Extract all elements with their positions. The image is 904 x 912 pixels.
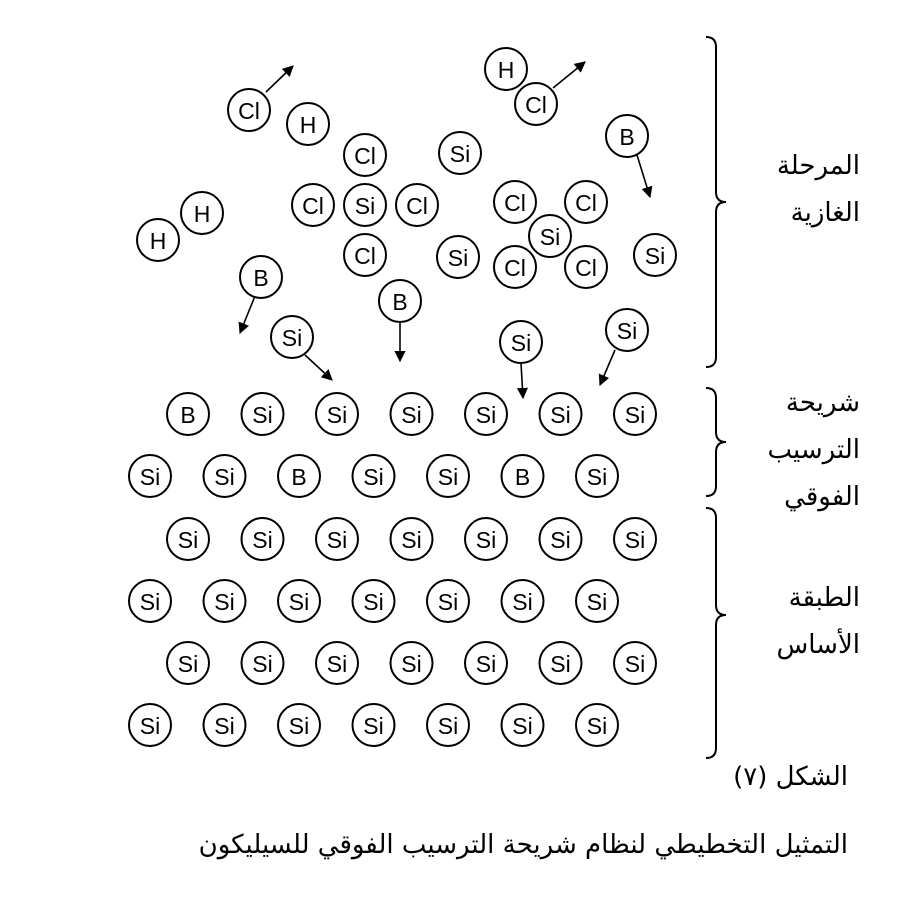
silicon-deposition-arrow — [521, 363, 523, 398]
substrate-atom-si-symbol: Si — [512, 589, 533, 615]
sicl4-chlorine-atom — [565, 246, 607, 288]
epitaxial-atom-si-symbol: Si — [624, 402, 646, 428]
boron-arrow — [240, 296, 255, 333]
epitaxial-atom-b — [502, 455, 544, 497]
substrate-atom-si-symbol: Si — [214, 589, 235, 615]
substrate-atom-si — [167, 518, 209, 560]
epitaxial-layer-label — [700, 380, 860, 521]
hcl-chlorine-atom-symbol: Cl — [238, 98, 260, 124]
sicl4-silicon-atom-symbol: Si — [354, 193, 376, 219]
substrate-atom-si-symbol: Si — [586, 713, 608, 739]
gas-silicon-atom-symbol: Si — [644, 243, 666, 269]
gas-phase-label — [700, 143, 860, 237]
epitaxial-atom-si — [465, 393, 507, 435]
hcl-hydrogen-atom — [287, 103, 329, 145]
hcl-chlorine-atom-symbol: Cl — [525, 92, 547, 118]
gas-silicon-atom — [439, 132, 481, 174]
sicl4-chlorine-atom-symbol: Cl — [575, 190, 597, 216]
epitaxial-atom-si — [427, 455, 469, 497]
substrate-atom-si — [427, 580, 469, 622]
epitaxial-atom-si — [353, 455, 395, 497]
h2-hydrogen-atom-symbol: H — [193, 201, 211, 227]
gas-boron-atom-symbol: B — [619, 124, 635, 150]
gas-silicon-atom — [500, 321, 542, 363]
substrate-atom-si — [353, 580, 395, 622]
substrate-atom-si — [129, 580, 171, 622]
substrate-atom-si — [316, 642, 358, 684]
hcl-exhaust-arrow — [553, 62, 585, 88]
substrate-label-line-1: الطبقة — [788, 583, 860, 613]
boron-arrow — [637, 155, 650, 197]
gas-phase-label-line-2: الغازية — [790, 198, 860, 228]
sicl4-chlorine-atom — [494, 246, 536, 288]
substrate-label — [700, 575, 860, 669]
substrate-atom-si — [540, 642, 582, 684]
epitaxial-atom-si — [204, 455, 246, 497]
substrate-atom-si — [391, 518, 433, 560]
substrate-atom-si — [242, 642, 284, 684]
substrate-atom-si-symbol: Si — [550, 527, 571, 553]
substrate-atom-si — [540, 518, 582, 560]
gas-boron-atom-symbol: B — [392, 289, 408, 315]
figure-caption: التمثيل التخطيطي لنظام شريحة الترسيب الفوقي للسيليكون — [198, 830, 848, 860]
substrate-atom-si-symbol: Si — [401, 651, 422, 677]
substrate-atom-si — [278, 580, 320, 622]
gas-silicon-atom — [271, 316, 313, 358]
sicl4-chlorine-atom-symbol: Cl — [354, 143, 376, 169]
substrate-atom-si-symbol: Si — [139, 589, 161, 615]
substrate-atom-si — [353, 704, 395, 746]
silicon-deposition-arrow — [305, 355, 332, 380]
sicl4-chlorine-atom — [292, 184, 334, 226]
epitaxial-atom-si — [242, 393, 284, 435]
sicl4-chlorine-atom-symbol: Cl — [302, 193, 324, 219]
gas-silicon-atom-symbol: Si — [449, 141, 471, 167]
substrate-atom-si — [465, 642, 507, 684]
epitaxial-layer-label-line-2: الترسيب — [767, 435, 860, 465]
epitaxial-atom-si — [576, 455, 618, 497]
gas-boron-atom-symbol: B — [253, 265, 269, 291]
sicl4-chlorine-atom — [494, 181, 536, 223]
substrate-atom-si-symbol: Si — [288, 589, 310, 615]
gas-silicon-atom-symbol: Si — [281, 325, 303, 351]
sicl4-chlorine-atom-symbol: Cl — [575, 255, 597, 281]
epitaxial-atom-si-symbol: Si — [475, 402, 497, 428]
substrate-atom-si — [576, 704, 618, 746]
substrate-atom-si-symbol: Si — [475, 527, 497, 553]
epitaxial-atom-b-symbol: B — [180, 402, 196, 428]
h2-hydrogen-atom — [137, 219, 179, 261]
crystal-lattice — [129, 393, 656, 746]
substrate-atom-si-symbol: Si — [624, 651, 646, 677]
sicl4-chlorine-atom — [344, 234, 386, 276]
substrate-atom-si — [614, 518, 656, 560]
substrate-atom-si-symbol: Si — [252, 527, 273, 553]
sicl4-chlorine-atom-symbol: Cl — [504, 255, 526, 281]
gas-phase-atoms — [137, 48, 676, 363]
h2-hydrogen-atom — [181, 192, 223, 234]
substrate-atom-si-symbol: Si — [586, 589, 608, 615]
sicl4-chlorine-atom-symbol: Cl — [354, 243, 376, 269]
substrate-atom-si-symbol: Si — [214, 713, 235, 739]
epitaxial-atom-si — [316, 393, 358, 435]
substrate-atom-si-symbol: Si — [550, 651, 571, 677]
substrate-atom-si-symbol: Si — [288, 713, 310, 739]
substrate-atom-si-symbol: Si — [363, 589, 384, 615]
epitaxial-atom-si-symbol: Si — [401, 402, 422, 428]
epitaxial-atom-b-symbol: B — [291, 464, 307, 490]
substrate-atom-si — [391, 642, 433, 684]
silicon-deposition-arrow — [600, 350, 615, 385]
gas-silicon-atom — [606, 309, 648, 351]
hcl-exhaust-arrow — [266, 66, 293, 92]
substrate-atom-si — [502, 580, 544, 622]
sicl4-silicon-atom — [344, 184, 386, 226]
hcl-hydrogen-atom — [485, 48, 527, 90]
epitaxial-atom-si-symbol: Si — [437, 464, 459, 490]
substrate-atom-si-symbol: Si — [475, 651, 497, 677]
gas-boron-atom — [606, 115, 648, 157]
epitaxial-atom-b-symbol: B — [514, 464, 531, 490]
hcl-chlorine-atom — [228, 89, 270, 131]
gas-silicon-atom — [437, 236, 479, 278]
epitaxial-atom-si-symbol: Si — [586, 464, 608, 490]
substrate-atom-si-symbol: Si — [326, 527, 348, 553]
hcl-chlorine-atom — [515, 83, 557, 125]
epitaxial-atom-si — [391, 393, 433, 435]
substrate-atom-si — [576, 580, 618, 622]
substrate-atom-si-symbol: Si — [437, 713, 459, 739]
substrate-atom-si-symbol: Si — [139, 713, 161, 739]
gas-boron-atom — [379, 280, 421, 322]
substrate-atom-si-symbol: Si — [363, 713, 384, 739]
epitaxial-atom-si — [614, 393, 656, 435]
sicl4-chlorine-atom — [344, 134, 386, 176]
sicl4-chlorine-atom — [565, 181, 607, 223]
epitaxial-atom-si-symbol: Si — [326, 402, 348, 428]
substrate-atom-si — [204, 704, 246, 746]
substrate-atom-si-symbol: Si — [326, 651, 348, 677]
substrate-atom-si — [465, 518, 507, 560]
sicl4-chlorine-atom-symbol: Cl — [406, 193, 428, 219]
sicl4-chlorine-atom-symbol: Cl — [504, 190, 526, 216]
epitaxial-atom-si — [540, 393, 582, 435]
gas-boron-atom — [240, 256, 282, 298]
gas-silicon-atom-symbol: Si — [447, 245, 469, 271]
substrate-atom-si-symbol: Si — [177, 527, 199, 553]
substrate-atom-si — [242, 518, 284, 560]
substrate-atom-si-symbol: Si — [512, 713, 533, 739]
h2-hydrogen-atom-symbol: H — [149, 228, 167, 254]
gas-silicon-atom-symbol: Si — [616, 318, 638, 344]
substrate-atom-si — [167, 642, 209, 684]
epitaxial-atom-si-symbol: Si — [139, 464, 161, 490]
hcl-hydrogen-atom-symbol: H — [299, 112, 317, 138]
gas-silicon-atom-symbol: Si — [510, 330, 532, 356]
epitaxial-atom-b — [278, 455, 320, 497]
substrate-label-line-2: الأساس — [776, 630, 860, 660]
gas-silicon-atom — [634, 234, 676, 276]
substrate-atom-si — [278, 704, 320, 746]
substrate-atom-si — [204, 580, 246, 622]
epitaxial-layer-label-line-3: الفوقي — [784, 482, 860, 512]
substrate-atom-si — [502, 704, 544, 746]
epitaxial-atom-si-symbol: Si — [363, 464, 384, 490]
sicl4-silicon-atom-symbol: Si — [539, 224, 561, 250]
epitaxial-atom-si-symbol: Si — [252, 402, 273, 428]
epitaxial-atom-si-symbol: Si — [550, 402, 571, 428]
substrate-atom-si-symbol: Si — [252, 651, 273, 677]
substrate-atom-si-symbol: Si — [401, 527, 422, 553]
epitaxial-layer-label-line-1: شريحة — [785, 388, 860, 418]
epitaxial-atom-si — [129, 455, 171, 497]
hcl-hydrogen-atom-symbol: H — [497, 57, 515, 83]
substrate-atom-si-symbol: Si — [624, 527, 646, 553]
substrate-atom-si — [614, 642, 656, 684]
substrate-atom-si — [427, 704, 469, 746]
epitaxial-atom-b — [167, 393, 209, 435]
figure-label: الشكل (٧) — [733, 762, 848, 792]
substrate-atom-si — [129, 704, 171, 746]
substrate-atom-si-symbol: Si — [437, 589, 459, 615]
sicl4-chlorine-atom — [396, 184, 438, 226]
substrate-atom-si — [316, 518, 358, 560]
substrate-atom-si-symbol: Si — [177, 651, 199, 677]
gas-phase-label-line-1: المرحلة — [776, 151, 860, 181]
epitaxial-atom-si-symbol: Si — [214, 464, 235, 490]
sicl4-silicon-atom — [529, 215, 571, 257]
